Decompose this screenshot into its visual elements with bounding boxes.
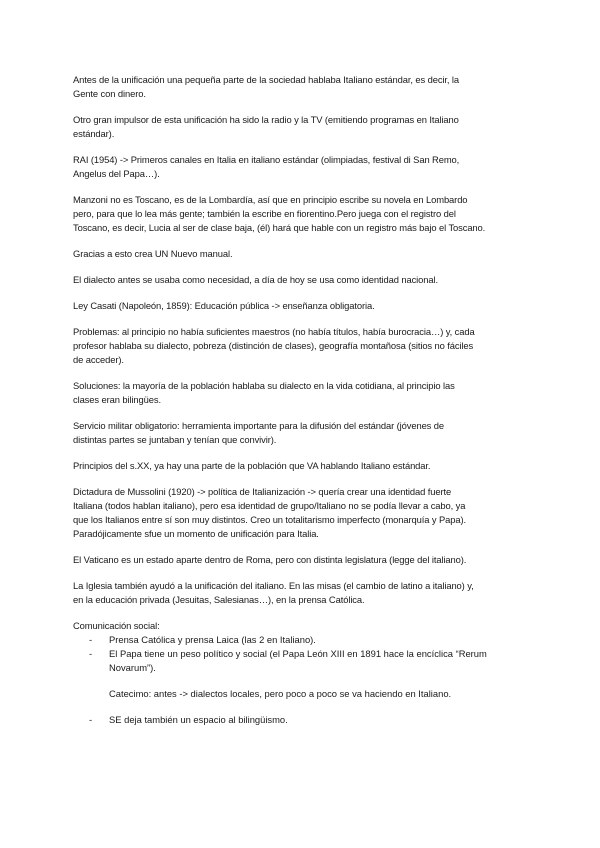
text-line: Manzoni no es Toscano, es de la Lombardía, así que en principio escribe su novela en Lombardo bbox=[73, 194, 468, 205]
bullet-list bbox=[73, 633, 535, 675]
paragraph bbox=[73, 325, 535, 367]
text-line: profesor hablaba su dialecto, pobreza (distinción de clases), geografía montañosa (sitios no fáciles bbox=[73, 340, 474, 351]
text-line: Ley Casati (Napoleón, 1859): Educación pública -> enseñanza obligatoria. bbox=[73, 300, 375, 311]
text-line: Gracias a esto crea UN Nuevo manual. bbox=[73, 248, 233, 259]
text-line: RAI (1954) -> Primeros canales en Italia en italiano estándar (olimpiadas, festival di San Remo, bbox=[73, 154, 460, 165]
paragraph bbox=[73, 379, 535, 407]
text-line: El Papa tiene un peso político y social (el Papa León XIII en 1891 hace la encíclica “Rerum bbox=[109, 648, 487, 659]
list-item bbox=[73, 633, 535, 647]
text-line: clases eran bilingües. bbox=[73, 394, 161, 405]
dash-bullet: - bbox=[89, 648, 93, 659]
text-line: distintas partes se juntaban y tenían que convivir). bbox=[73, 434, 277, 445]
list-item bbox=[73, 647, 535, 675]
dash-bullet: - bbox=[89, 714, 93, 725]
text-line: Gente con dinero. bbox=[73, 88, 146, 99]
text-line: estándar). bbox=[73, 128, 115, 139]
text-line: El dialecto antes se usaba como necesidad, a día de hoy se usa como identidad nacional. bbox=[73, 274, 438, 285]
text-line: Dictadura de Mussolini (1920) -> política de Italianización -> quería crear una identidad fuerte bbox=[73, 486, 452, 497]
paragraph bbox=[73, 113, 535, 141]
text-line: Problemas: al principio no había suficientes maestros (no había títulos, había burocracia…) y, cada bbox=[73, 326, 475, 337]
catecismo-note: Catecimo: antes -> dialectos locales, pero poco a poco se va haciendo en Italiano. bbox=[109, 688, 452, 699]
paragraph bbox=[73, 553, 535, 567]
dash-bullet: - bbox=[89, 634, 93, 645]
text-line: Antes de la unificación una pequeña parte de la sociedad hablaba Italiano estándar, es decir, la bbox=[73, 74, 459, 85]
social-section bbox=[73, 619, 535, 727]
document-body bbox=[73, 73, 535, 727]
text-line: Servicio militar obligatorio: herramienta importante para la difusión del estándar (jóvenes de bbox=[73, 420, 445, 431]
text-line: Otro gran impulsor de esta unificación ha sido la radio y la TV (emitiendo programas en Italiano bbox=[73, 114, 459, 125]
paragraph bbox=[73, 579, 535, 607]
text-line: Principios del s.XX, ya hay una parte de la población que VA hablando Italiano estándar. bbox=[73, 460, 431, 471]
paragraph bbox=[73, 153, 535, 181]
text-line: SE deja también un espacio al bilingüismo. bbox=[109, 714, 288, 725]
paragraph bbox=[73, 299, 535, 313]
text-line: Toscano, es decir, Lucia al ser de clase baja, (él) hará que hable con un registro más bajo el Toscano. bbox=[73, 222, 486, 233]
text-line: Paradójicamente sfue un momento de unificación para Italia. bbox=[73, 528, 319, 539]
paragraph bbox=[73, 247, 535, 261]
text-line: Prensa Católica y prensa Laica (las 2 en Italiano). bbox=[109, 634, 316, 645]
text-line: Soluciones: la mayoría de la población hablaba su dialecto en la vida cotidiana, al principio las bbox=[73, 380, 455, 391]
text-line: Italiana (todos hablan italiano), pero esa identidad de grupo/Italiano no se podía llevar a cabo, ya bbox=[73, 500, 466, 511]
paragraph bbox=[73, 419, 535, 447]
paragraph bbox=[73, 73, 535, 101]
text-line: El Vaticano es un estado aparte dentro de Roma, pero con distinta legislatura (legge del italiano). bbox=[73, 554, 467, 565]
section-heading: Comunicación social: bbox=[73, 620, 160, 631]
bullet-list bbox=[73, 713, 535, 727]
text-line: La Iglesia también ayudó a la unificación del italiano. En las misas (el cambio de latino a italiano) y, bbox=[73, 580, 474, 591]
text-line: Angelus del Papa…). bbox=[73, 168, 160, 179]
text-line: Novarum”). bbox=[109, 662, 156, 673]
text-line: pero, para que lo lea más gente; también la escribe en fiorentino.Pero juega con el registro del bbox=[73, 208, 456, 219]
paragraph bbox=[73, 485, 535, 541]
paragraph bbox=[73, 459, 535, 473]
list-item bbox=[73, 713, 535, 727]
paragraph bbox=[73, 193, 535, 235]
text-line: que los Italianos entre sí son muy distintos. Creo un totalitarismo imperfecto (monarquía y Papa). bbox=[73, 514, 466, 525]
text-line: de acceder). bbox=[73, 354, 124, 365]
text-line: en la educación privada (Jesuitas, Salesianas…), en la prensa Católica. bbox=[73, 594, 365, 605]
paragraph bbox=[73, 273, 535, 287]
